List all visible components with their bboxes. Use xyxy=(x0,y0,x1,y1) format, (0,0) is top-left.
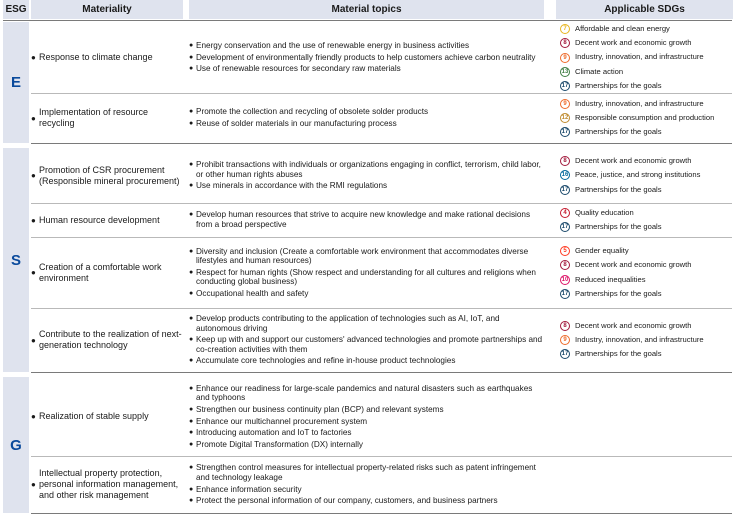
bullet-icon: ● xyxy=(189,42,194,50)
topics-cell xyxy=(189,150,544,201)
bullet-icon: ● xyxy=(189,289,194,297)
bullet-icon: ● xyxy=(189,440,194,448)
sdg-item xyxy=(560,36,732,50)
topic-item xyxy=(189,119,544,129)
sdg-item xyxy=(560,50,732,64)
topic-item xyxy=(189,485,544,495)
esg-letter-e: E xyxy=(3,22,29,143)
sdg-label: Partnerships for the goals xyxy=(575,127,662,137)
materiality-label: Creation of a comfortable work environment xyxy=(39,261,162,283)
esg-letter-g: G xyxy=(3,377,29,513)
topic-item xyxy=(189,41,544,51)
bullet-icon: ● xyxy=(31,268,36,277)
topic-item xyxy=(189,181,544,191)
sdgs-cell xyxy=(560,308,732,372)
bullet-icon: ● xyxy=(189,211,194,219)
header-sdgs: Applicable SDGs xyxy=(556,0,733,19)
esg-letter-s: S xyxy=(3,148,29,372)
materiality-cell xyxy=(31,93,183,143)
sdg-number-icon: 4 xyxy=(560,208,570,218)
header-divider xyxy=(3,20,732,21)
bullet-icon: ● xyxy=(189,53,194,61)
sdg-number-icon: 13 xyxy=(561,68,569,75)
topic-text: Use minerals in accordance with the RMI regulations xyxy=(196,181,388,191)
topic-text: Keep up with and support our customers' advanced technologies and promote partnerships and co-creation activities with them xyxy=(196,335,543,354)
section-divider xyxy=(31,513,732,514)
header-esg: ESG xyxy=(3,0,29,19)
sdgs-cell xyxy=(560,148,732,203)
sdg-item xyxy=(560,258,732,272)
sdg-number-icon: 8 xyxy=(560,38,570,48)
sdg-item xyxy=(560,319,732,333)
materiality-label: Response to climate change xyxy=(39,52,153,62)
sdg-label: Decent work and economic growth xyxy=(575,260,692,270)
topic-text: Develop human resources that strive to acquire new knowledge and make rational decisions from a broad perspective xyxy=(196,210,531,229)
bullet-icon: ● xyxy=(189,497,194,505)
topic-text: Accumulate core technologies and refine in-house product technologies xyxy=(196,356,456,366)
sdg-label: Reduced inequalities xyxy=(575,274,646,284)
materiality-cell xyxy=(31,148,183,203)
sdg-label: Partnerships for the goals xyxy=(575,222,662,231)
header-topics: Material topics xyxy=(189,0,544,19)
materiality-cell xyxy=(31,22,183,93)
sdgs-cell xyxy=(560,237,732,308)
materiality-cell xyxy=(31,308,183,372)
topic-text: Enhance our readiness for large-scale pandemics and natural disasters such as earthquakes and typhoons xyxy=(196,383,533,403)
sdg-label: Affordable and clean energy xyxy=(575,24,670,33)
sdg-label: Gender equality xyxy=(575,246,629,256)
topic-item xyxy=(189,335,544,354)
sdg-label: Decent work and economic growth xyxy=(575,156,692,166)
topic-item xyxy=(189,356,544,366)
bullet-icon: ● xyxy=(189,357,194,365)
sdg-label: Industry, innovation, and infrastructure xyxy=(575,52,704,62)
sdg-number-icon: 16 xyxy=(561,172,569,179)
topic-item xyxy=(189,314,544,333)
sdg-number-icon: 5 xyxy=(560,246,570,256)
sdg-number-icon: 8 xyxy=(560,260,570,270)
sdg-number-icon: 8 xyxy=(560,321,570,331)
topics-cell xyxy=(189,95,544,141)
topic-text: Reuse of solder materials in our manufacturing process xyxy=(196,119,397,128)
materiality-label: Implementation of resource recycling xyxy=(39,107,149,128)
sdg-item xyxy=(560,79,732,93)
topic-text: Enhance information security xyxy=(196,484,302,494)
topic-item xyxy=(189,247,544,266)
topic-item xyxy=(189,405,544,415)
sdg-label: Quality education xyxy=(575,207,634,217)
sdgs-cell xyxy=(560,203,732,237)
materiality-cell xyxy=(31,237,183,308)
topics-cell xyxy=(189,24,544,91)
bullet-icon: ● xyxy=(31,335,36,345)
topic-item xyxy=(189,107,544,117)
bullet-icon: ● xyxy=(189,182,194,190)
bullet-icon: ● xyxy=(31,412,36,421)
materiality-cell xyxy=(31,377,183,456)
section-divider xyxy=(31,143,732,144)
sdgs-cell xyxy=(560,22,732,93)
sdg-item xyxy=(560,220,732,234)
bullet-icon: ● xyxy=(189,247,194,255)
materiality-label: Human resource development xyxy=(39,214,160,225)
topic-text: Diversity and inclusion (Create a comfortable work environment that accommodates diverse lifestyles and human resources) xyxy=(196,246,529,266)
sdg-item xyxy=(560,244,732,258)
bullet-icon: ● xyxy=(31,171,36,180)
section-divider xyxy=(31,372,732,373)
sdg-label: Industry, innovation, and infrastructure xyxy=(575,98,704,108)
bullet-icon: ● xyxy=(31,215,36,225)
topic-text: Introducing automation and IoT to factories xyxy=(196,428,352,438)
sdg-item xyxy=(560,168,732,182)
sdg-item xyxy=(560,111,732,125)
topic-text: Development of environmentally friendly products to help customers achieve carbon neutrality xyxy=(196,52,536,62)
topics-cell xyxy=(189,239,544,306)
bullet-icon: ● xyxy=(189,120,194,127)
materiality-label: Contribute to the realization of next-generation technology xyxy=(39,329,182,350)
topic-item xyxy=(189,496,544,506)
sdg-number-icon: 10 xyxy=(561,276,569,283)
materiality-cell xyxy=(31,456,183,513)
materiality-label: Promotion of CSR procurement (Responsible mineral procurement) xyxy=(39,164,180,186)
sdgs-cell xyxy=(560,93,732,143)
topic-text: Occupational health and safety xyxy=(196,288,309,298)
bullet-icon: ● xyxy=(189,405,194,413)
sdg-item xyxy=(560,97,732,111)
sdg-item xyxy=(560,333,732,347)
bullet-icon: ● xyxy=(31,53,36,62)
sdg-item xyxy=(560,22,732,36)
sdg-label: Partnerships for the goals xyxy=(575,349,662,359)
sdg-number-icon: 17 xyxy=(561,82,569,89)
topic-text: Energy conservation and the use of renewable energy in business activities xyxy=(196,41,470,51)
topic-text: Promote the collection and recycling of obsolete solder products xyxy=(196,107,429,117)
bullet-icon: ● xyxy=(189,464,194,472)
topic-item xyxy=(189,160,544,179)
sdg-item xyxy=(560,206,732,220)
topic-text: Strengthen control measures for intellectual property-related risks such as patent infringement and technology leakage xyxy=(196,463,536,482)
sdg-number-icon: 17 xyxy=(561,290,569,297)
materiality-label: Intellectual property protection, personal information management, and other risk management xyxy=(39,468,179,500)
sdg-number-icon: 17 xyxy=(561,224,569,231)
sdg-label: Decent work and economic growth xyxy=(575,38,692,48)
sdg-label: Industry, innovation, and infrastructure xyxy=(575,334,704,344)
sdg-number-icon: 7 xyxy=(560,24,570,34)
topics-cell xyxy=(189,458,544,511)
sdg-item xyxy=(560,65,732,79)
topic-text: Respect for human rights (Show respect and understanding for all cultures and religions when conducting global business) xyxy=(196,267,536,287)
bullet-icon: ● xyxy=(189,108,194,116)
bullet-icon: ● xyxy=(189,429,194,437)
topic-item xyxy=(189,463,544,482)
bullet-icon: ● xyxy=(189,485,194,493)
sdg-number-icon: 9 xyxy=(560,335,570,345)
topic-text: Use of renewable resources for secondary raw materials xyxy=(196,64,401,74)
sdg-number-icon: 9 xyxy=(560,53,570,63)
sdg-label: Partnerships for the goals xyxy=(575,80,662,90)
topic-item xyxy=(189,268,544,287)
sdg-item xyxy=(560,273,732,287)
sdg-item xyxy=(560,347,732,361)
topic-text: Promote Digital Transformation (DX) internally xyxy=(196,439,363,449)
sdg-label: Peace, justice, and strong institutions xyxy=(575,170,701,180)
topics-cell xyxy=(189,310,544,370)
topic-text: Prohibit transactions with individuals or organizations engaging in conflict, terrorism, child labor, or other human rights abuses xyxy=(196,160,541,179)
bullet-icon: ● xyxy=(189,336,194,344)
sdg-number-icon: 17 xyxy=(561,129,569,136)
sdg-number-icon: 8 xyxy=(560,156,570,166)
bullet-icon: ● xyxy=(189,65,194,73)
bullet-icon: ● xyxy=(31,480,36,489)
bullet-icon: ● xyxy=(31,113,36,123)
sdg-item xyxy=(560,183,732,197)
topics-cell xyxy=(189,379,544,454)
topic-item xyxy=(189,417,544,427)
topic-item xyxy=(189,210,544,229)
sdg-item xyxy=(560,125,732,139)
topic-text: Protect the personal information of our company, customers, and business partners xyxy=(196,496,498,506)
sdg-label: Partnerships for the goals xyxy=(575,184,662,194)
sdg-label: Partnerships for the goals xyxy=(575,288,662,298)
bullet-icon: ● xyxy=(189,417,194,425)
sdg-label: Decent work and economic growth xyxy=(575,320,692,330)
sdg-number-icon: 17 xyxy=(561,186,569,193)
header-materiality: Materiality xyxy=(31,0,183,19)
bullet-icon: ● xyxy=(189,384,194,392)
materiality-cell xyxy=(31,203,183,237)
topic-text: Strengthen our business continuity plan (BCP) and relevant systems xyxy=(196,404,444,414)
topics-cell xyxy=(189,205,544,235)
topic-item xyxy=(189,384,544,403)
topic-item xyxy=(189,53,544,63)
sdg-item xyxy=(560,154,732,168)
sdg-label: Responsible consumption and production xyxy=(575,112,715,122)
sdg-number-icon: 12 xyxy=(561,114,569,121)
sdg-label: Climate action xyxy=(575,66,624,76)
topic-text: Enhance our multichannel procurement system xyxy=(196,416,368,426)
bullet-icon: ● xyxy=(189,315,194,323)
topic-item xyxy=(189,428,544,438)
topic-item xyxy=(189,440,544,450)
topic-item xyxy=(189,64,544,74)
sdg-item xyxy=(560,287,732,301)
topic-item xyxy=(189,289,544,299)
topic-text: Develop products contributing to the application of technologies such as AI, IoT, and autonomous driving xyxy=(196,314,500,333)
materiality-label: Realization of stable supply xyxy=(39,411,149,421)
sdg-number-icon: 17 xyxy=(561,351,569,358)
bullet-icon: ● xyxy=(189,161,194,169)
bullet-icon: ● xyxy=(189,268,194,276)
sdg-number-icon: 9 xyxy=(560,99,570,109)
